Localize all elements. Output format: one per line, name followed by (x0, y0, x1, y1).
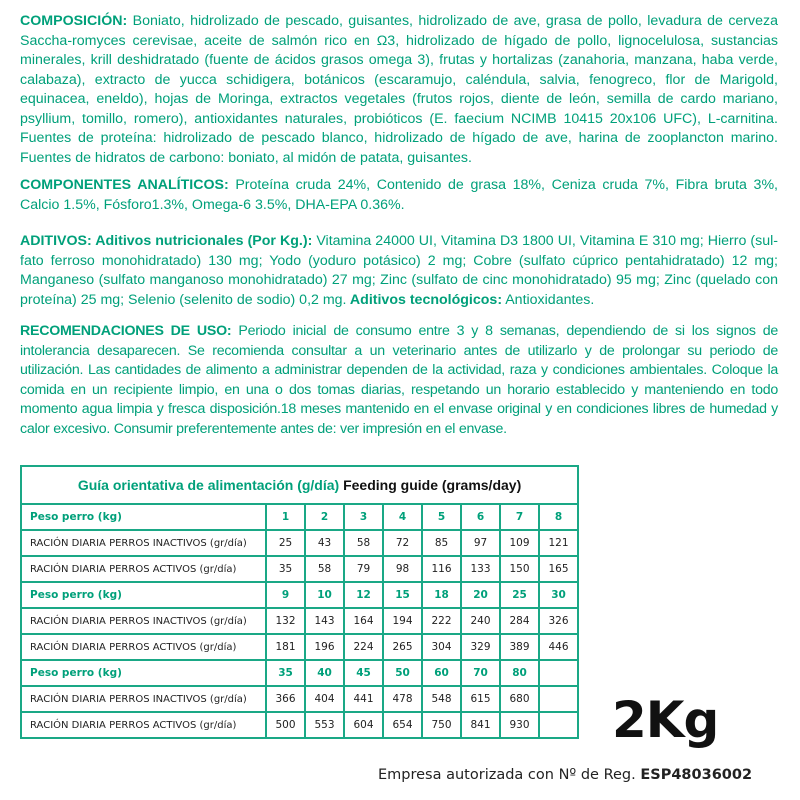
inactive-ration-row-label: RACIÓN DIARIA PERROS INACTIVOS (gr/día) (21, 686, 266, 712)
table-cell: 654 (383, 712, 422, 738)
table-cell: 441 (344, 686, 383, 712)
table-cell: 284 (500, 608, 539, 634)
active-ration-row (21, 634, 578, 660)
table-cell: 35 (266, 556, 305, 582)
recommendations-label: RECOMENDACIONES DE USO: (20, 323, 232, 339)
technological-additives-label: Aditivos tecnológicos: (346, 291, 503, 308)
recommendations-text: Periodo inicial de consumo entre 3 y 8 semanas, dependiendo de si los signos de intolerancia desaparecen. Se recomienda consultar a un veterinario antes de utilizarlo y de prolongar su periodo de utilización. Las cantidades de alimento a administrar dependen de la actividad, raza y condiciones ambientales. Coloque la comida en un recipiente limpio, en una o dos tomas diarias, respetando un horario establecido y manteniendo en todo momento agua limpia y fresca disposición.18 meses mantenido en el envase original y en condiciones libres de humedad y calor excesivo. Consumir preferentemente antes de: ver impresión en el envase. (20, 323, 778, 437)
additives-section (20, 232, 778, 310)
table-cell: 548 (422, 686, 461, 712)
composition-text: Boniato, hidrolizado de pescado, guisantes, hidrolizado de ave, grasa de pollo, levadura de cerveza Saccha-romyces cerevisae, aceite de salmón rico en Ω3, hidrolizado de hígado de pollo, lignocelulosa, sustancias minerales, krill deshidratado (fuente de ácidos grasos omega 3), frutas y hortalizas (zanahoria, manzana, haba verde, calabaza), extracto de yucca schidigera, botánicos (escaramujo, caléndula, salvia, fenogreco, flor de Marigold, equinacea, eneldo), hojas de Moringa, extractos vegetales (frutos rojos, diente de león, semilla de cardo mariano, psyllium, tomillo, romero), antioxidantes naturales, probióticos (E. faecium NCIMB 10415 20x106 UFC), L-carnitina. Fuentes de proteína: hidrolizado de pescado blanco, hidrolizado de hígado de ave, harina de zooplancton marino. Fuentes de hidratos de carbono: boniato, al midón de patata, guisantes. (20, 13, 778, 166)
registration-text: Empresa autorizada con Nº de Reg. (378, 767, 641, 783)
weight-row-label: Peso perro (kg) (21, 504, 266, 530)
table-cell: 18 (422, 582, 461, 608)
weight-row (21, 660, 578, 686)
table-cell: 5 (422, 504, 461, 530)
table-cell: 25 (266, 530, 305, 556)
nutritional-additives-label: Aditivos nutricionales (Por Kg.): (91, 233, 313, 249)
title-spanish: Guía orientativa de alimentación (g/día) (77, 477, 340, 493)
analytical-components-section (20, 176, 778, 215)
table-cell: 6 (461, 504, 500, 530)
table-cell: 222 (422, 608, 461, 634)
net-weight: 2Kg (612, 691, 719, 749)
registration-line (378, 767, 752, 783)
table-cell: 85 (422, 530, 461, 556)
analytical-text: Proteína cruda 24%, Contenido de grasa 18%, Ceniza cruda 7%, Fibra bruta 3%, Calcio 1.5%, Fósforo1.3%, Omega-6 3.5%, DHA-EPA 0.36%. (20, 177, 778, 213)
table-cell: 240 (461, 608, 500, 634)
feeding-guide-title (21, 466, 578, 504)
table-cell: 329 (461, 634, 500, 660)
table-cell (539, 660, 578, 686)
table-cell: 500 (266, 712, 305, 738)
table-cell (539, 686, 578, 712)
table-cell: 143 (305, 608, 344, 634)
table-cell: 446 (539, 634, 578, 660)
usage-recommendations-section (20, 322, 778, 439)
table-cell: 164 (344, 608, 383, 634)
table-cell: 50 (383, 660, 422, 686)
table-cell: 80 (500, 660, 539, 686)
table-cell (539, 712, 578, 738)
technological-additives-text: Antioxidantes. (502, 291, 595, 308)
table-cell: 20 (461, 582, 500, 608)
active-ration-row-label: RACIÓN DIARIA PERROS ACTIVOS (gr/día) (21, 634, 266, 660)
weight-row (21, 504, 578, 530)
table-cell: 326 (539, 608, 578, 634)
table-cell: 79 (344, 556, 383, 582)
table-cell: 97 (461, 530, 500, 556)
table-cell: 72 (383, 530, 422, 556)
table-cell: 58 (344, 530, 383, 556)
table-cell: 553 (305, 712, 344, 738)
weight-row-label: Peso perro (kg) (21, 582, 266, 608)
table-cell: 40 (305, 660, 344, 686)
table-cell: 35 (266, 660, 305, 686)
table-cell: 121 (539, 530, 578, 556)
table-cell: 304 (422, 634, 461, 660)
table-cell: 10 (305, 582, 344, 608)
table-cell: 4 (383, 504, 422, 530)
inactive-ration-row-label: RACIÓN DIARIA PERROS INACTIVOS (gr/día) (21, 608, 266, 634)
inactive-ration-row (21, 686, 578, 712)
table-cell: 70 (461, 660, 500, 686)
additives-text: Vitamina 24000 UI, Vitamina D3 1800 UI, Vitamina E 310 mg; Hierro (sul-fato ferroso monohidratado) 130 mg; Yodo (yoduro potásico) 2 mg; Cobre (sulfato cúprico pentahidratado) 12 mg; Manganeso (sulfato manganoso monohidratado) 27 mg; Zinc (sulfato de cinc monohidratado) 95 mg; Zinc (quelado con proteína) 25 mg; Selenio (selenito de sodio) 0,2 mg. (20, 233, 778, 308)
feeding-guide-table (20, 465, 579, 739)
table-cell: 1 (266, 504, 305, 530)
additives-label: ADITIVOS: (20, 233, 92, 249)
table-cell: 60 (422, 660, 461, 686)
table-cell: 30 (539, 582, 578, 608)
table-cell: 478 (383, 686, 422, 712)
table-cell: 841 (461, 712, 500, 738)
title-english: Feeding guide (grams/day) (339, 477, 522, 493)
table-cell: 389 (500, 634, 539, 660)
table-cell: 404 (305, 686, 344, 712)
inactive-ration-row (21, 530, 578, 556)
weight-row (21, 582, 578, 608)
table-cell: 98 (383, 556, 422, 582)
table-cell: 15 (383, 582, 422, 608)
table-cell: 2 (305, 504, 344, 530)
table-cell: 680 (500, 686, 539, 712)
composition-section (20, 12, 778, 168)
table-cell: 930 (500, 712, 539, 738)
table-cell: 3 (344, 504, 383, 530)
table-cell: 25 (500, 582, 539, 608)
active-ration-row-label: RACIÓN DIARIA PERROS ACTIVOS (gr/día) (21, 712, 266, 738)
table-cell: 58 (305, 556, 344, 582)
table-cell: 604 (344, 712, 383, 738)
table-cell: 615 (461, 686, 500, 712)
table-cell: 165 (539, 556, 578, 582)
inactive-ration-row-label: RACIÓN DIARIA PERROS INACTIVOS (gr/día) (21, 530, 266, 556)
composition-label: COMPOSICIÓN: (20, 13, 128, 29)
analytical-label: COMPONENTES ANALÍTICOS: (20, 177, 229, 193)
weight-row-label: Peso perro (kg) (21, 660, 266, 686)
table-cell: 150 (500, 556, 539, 582)
table-cell: 224 (344, 634, 383, 660)
table-cell: 45 (344, 660, 383, 686)
table-cell: 43 (305, 530, 344, 556)
table-cell: 8 (539, 504, 578, 530)
active-ration-row (21, 556, 578, 582)
table-cell: 109 (500, 530, 539, 556)
table-cell: 7 (500, 504, 539, 530)
table-cell: 366 (266, 686, 305, 712)
table-cell: 194 (383, 608, 422, 634)
table-cell: 181 (266, 634, 305, 660)
table-cell: 132 (266, 608, 305, 634)
table-cell: 116 (422, 556, 461, 582)
table-cell: 12 (344, 582, 383, 608)
table-cell: 265 (383, 634, 422, 660)
table-cell: 196 (305, 634, 344, 660)
registration-number: ESP48036002 (640, 767, 753, 783)
table-cell: 9 (266, 582, 305, 608)
inactive-ration-row (21, 608, 578, 634)
table-cell: 750 (422, 712, 461, 738)
active-ration-row-label: RACIÓN DIARIA PERROS ACTIVOS (gr/día) (21, 556, 266, 582)
table-cell: 133 (461, 556, 500, 582)
active-ration-row (21, 712, 578, 738)
